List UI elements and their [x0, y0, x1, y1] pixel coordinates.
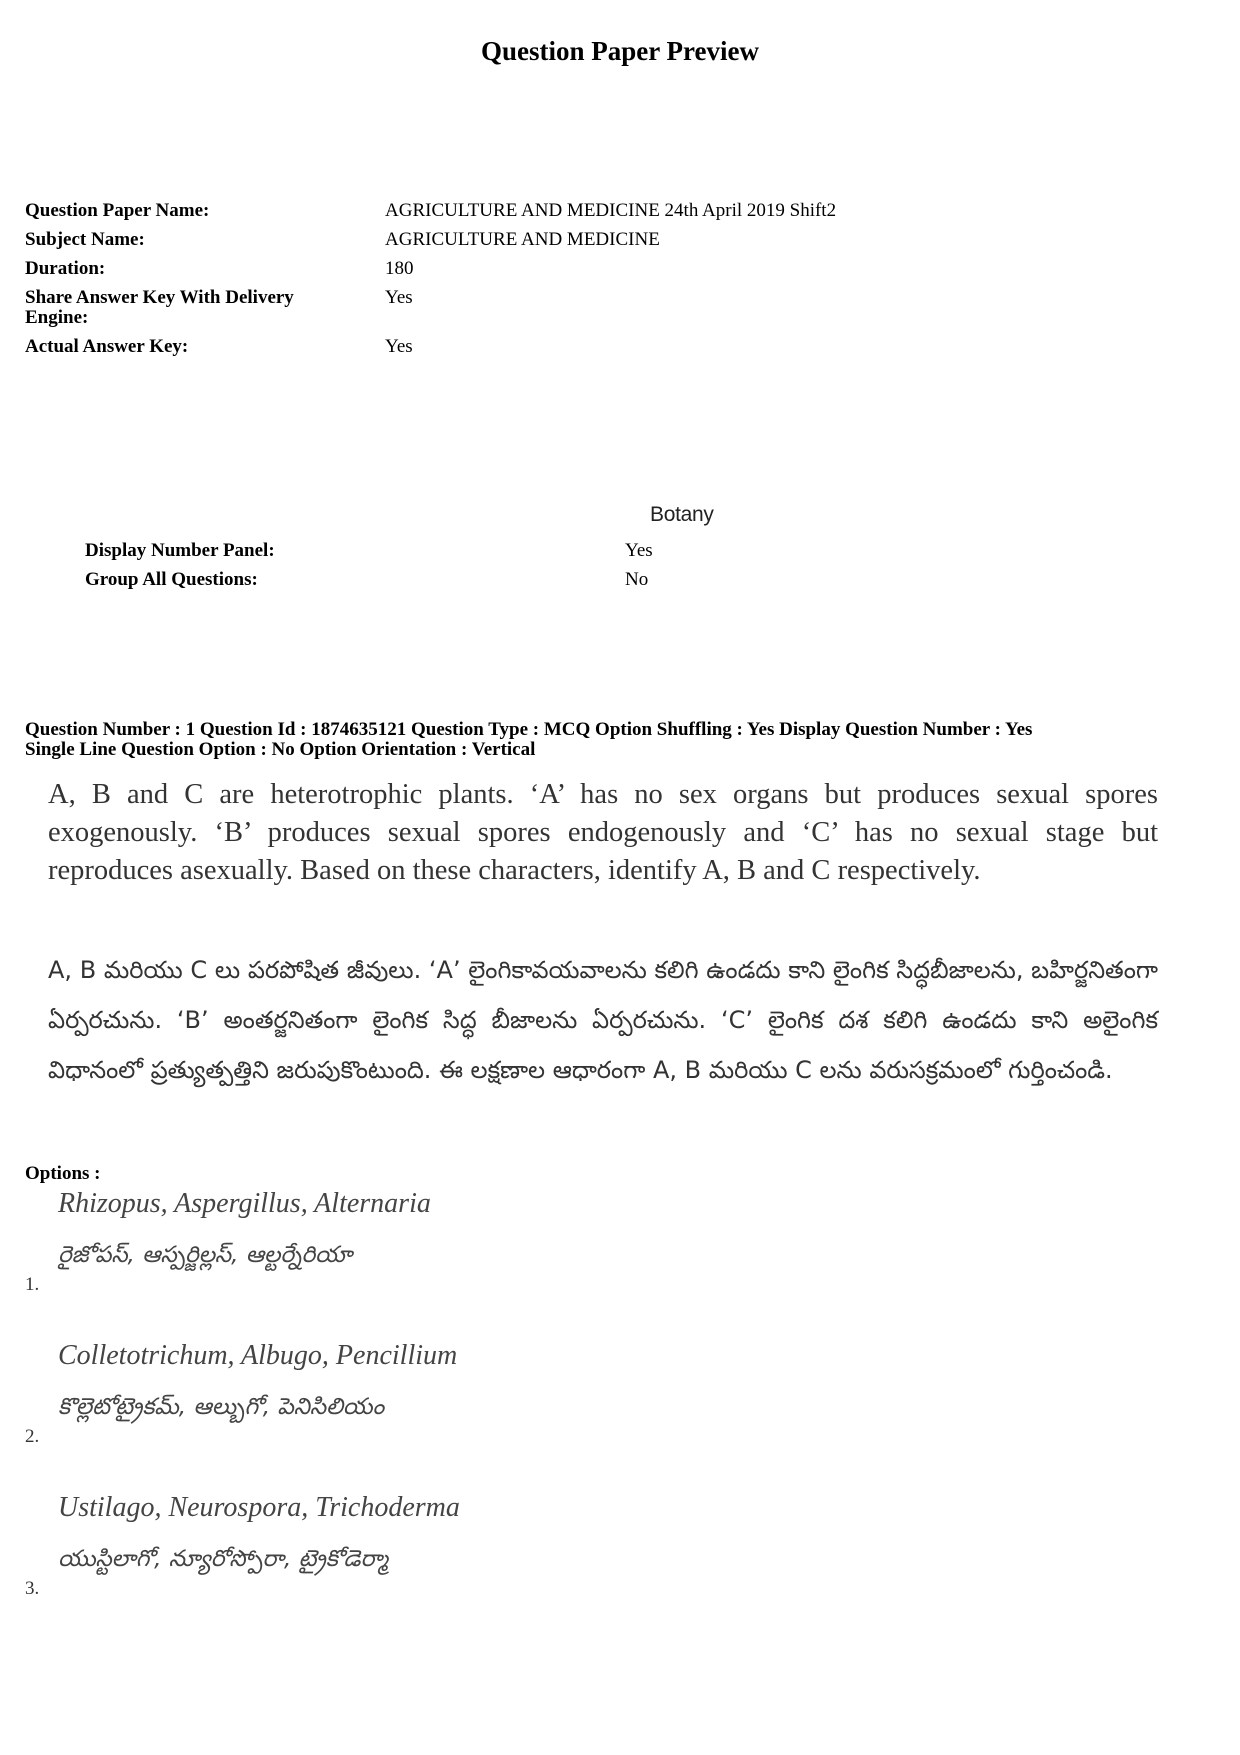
paper-meta-table — [25, 201, 836, 366]
section-row-display-number-panel — [85, 541, 653, 561]
meta-label: Share Answer Key With Delivery Engine: — [25, 287, 294, 328]
section-value: Yes — [625, 540, 653, 561]
section-name: Botany — [650, 503, 714, 526]
option-text-english: Colletotrichum, Albugo, Pencillium — [58, 1340, 458, 1371]
meta-label: Duration: — [25, 258, 106, 279]
section-label: Display Number Panel: — [85, 540, 275, 561]
question-header — [25, 720, 1225, 760]
option-text-telugu: రైజోపస్, ఆస్పర్జిల్లస్, ఆల్టర్నేరియా — [58, 1242, 353, 1268]
meta-label: Question Paper Name: — [25, 200, 210, 221]
meta-value: AGRICULTURE AND MEDICINE 24th April 2019 Shift2 — [385, 200, 837, 221]
meta-value: Yes — [385, 336, 413, 357]
option-number: 1. — [25, 1274, 40, 1295]
meta-row-actual-answer-key — [25, 337, 836, 357]
section-label: Group All Questions: — [85, 569, 258, 590]
option-number: 2. — [25, 1426, 40, 1447]
option-text-english: Ustilago, Neurospora, Trichoderma — [58, 1492, 460, 1523]
section-row-group-all-questions — [85, 570, 653, 590]
section-settings-table — [85, 541, 653, 599]
option-2[interactable] — [25, 1340, 725, 1450]
section-value: No — [625, 569, 649, 590]
option-1[interactable] — [25, 1188, 725, 1298]
question-text-telugu: A, B మరియు C లు పరపోషిత జీవులు. ‘A’ లైంగికావయవాలను కలిగి ఉండదు కాని లైంగిక సిద్ధబీజాలను, బహిర్జనితంగా ఏర్పరచును. ‘B’ అంతర్జనితంగా లైంగిక సిద్ధ బీజాలను ఏర్పరచును. ‘C’ లైంగిక దశ కలిగి ఉండదు కాని అలైంగిక విధానంలో ప్రత్యుత్పత్తిని జరుపుకొంటుంది. ఈ లక్షణాల ఆధారంగా A, B మరియు C లను వరుసక్రమంలో గుర్తించండి. — [48, 956, 1158, 1084]
option-text-telugu: కొల్లెటోట్రైకమ్, ఆల్బుగో, పెనిసిలియం — [58, 1394, 385, 1420]
question-header-line-1: Question Number : 1 Question Id : 1874635121 Question Type : MCQ Option Shuffling : Yes Display Question Number : Yes — [25, 719, 1033, 740]
page-title: Question Paper Preview — [481, 36, 759, 66]
meta-row-share-answer-key — [25, 288, 836, 328]
question-text-english: A, B and C are heterotrophic plants. ‘A’ has no sex organs but produces sexual spores exogenously. ‘B’ produces sexual spores endogenously and ‘C’ has no sexual stage but reproduces asexually. Based on these characters, identify A, B and C respectively. — [48, 779, 1158, 886]
meta-value: 180 — [385, 258, 414, 279]
question-header-line-2: Single Line Question Option : No Option Orientation : Vertical — [25, 739, 536, 760]
meta-row-paper-name — [25, 201, 836, 221]
options-label: Options : — [25, 1163, 101, 1184]
meta-value: Yes — [385, 287, 413, 308]
meta-label: Subject Name: — [25, 229, 145, 250]
meta-row-subject-name — [25, 230, 836, 250]
option-number: 3. — [25, 1578, 40, 1599]
meta-label: Actual Answer Key: — [25, 336, 189, 357]
option-3[interactable] — [25, 1492, 725, 1602]
option-text-telugu: యుస్టిలాగో, న్యూరోస్పోరా, ట్రైకోడెర్మా — [58, 1546, 388, 1572]
option-text-english: Rhizopus, Aspergillus, Alternaria — [58, 1188, 431, 1219]
meta-row-duration — [25, 259, 836, 279]
meta-value: AGRICULTURE AND MEDICINE — [385, 229, 660, 250]
